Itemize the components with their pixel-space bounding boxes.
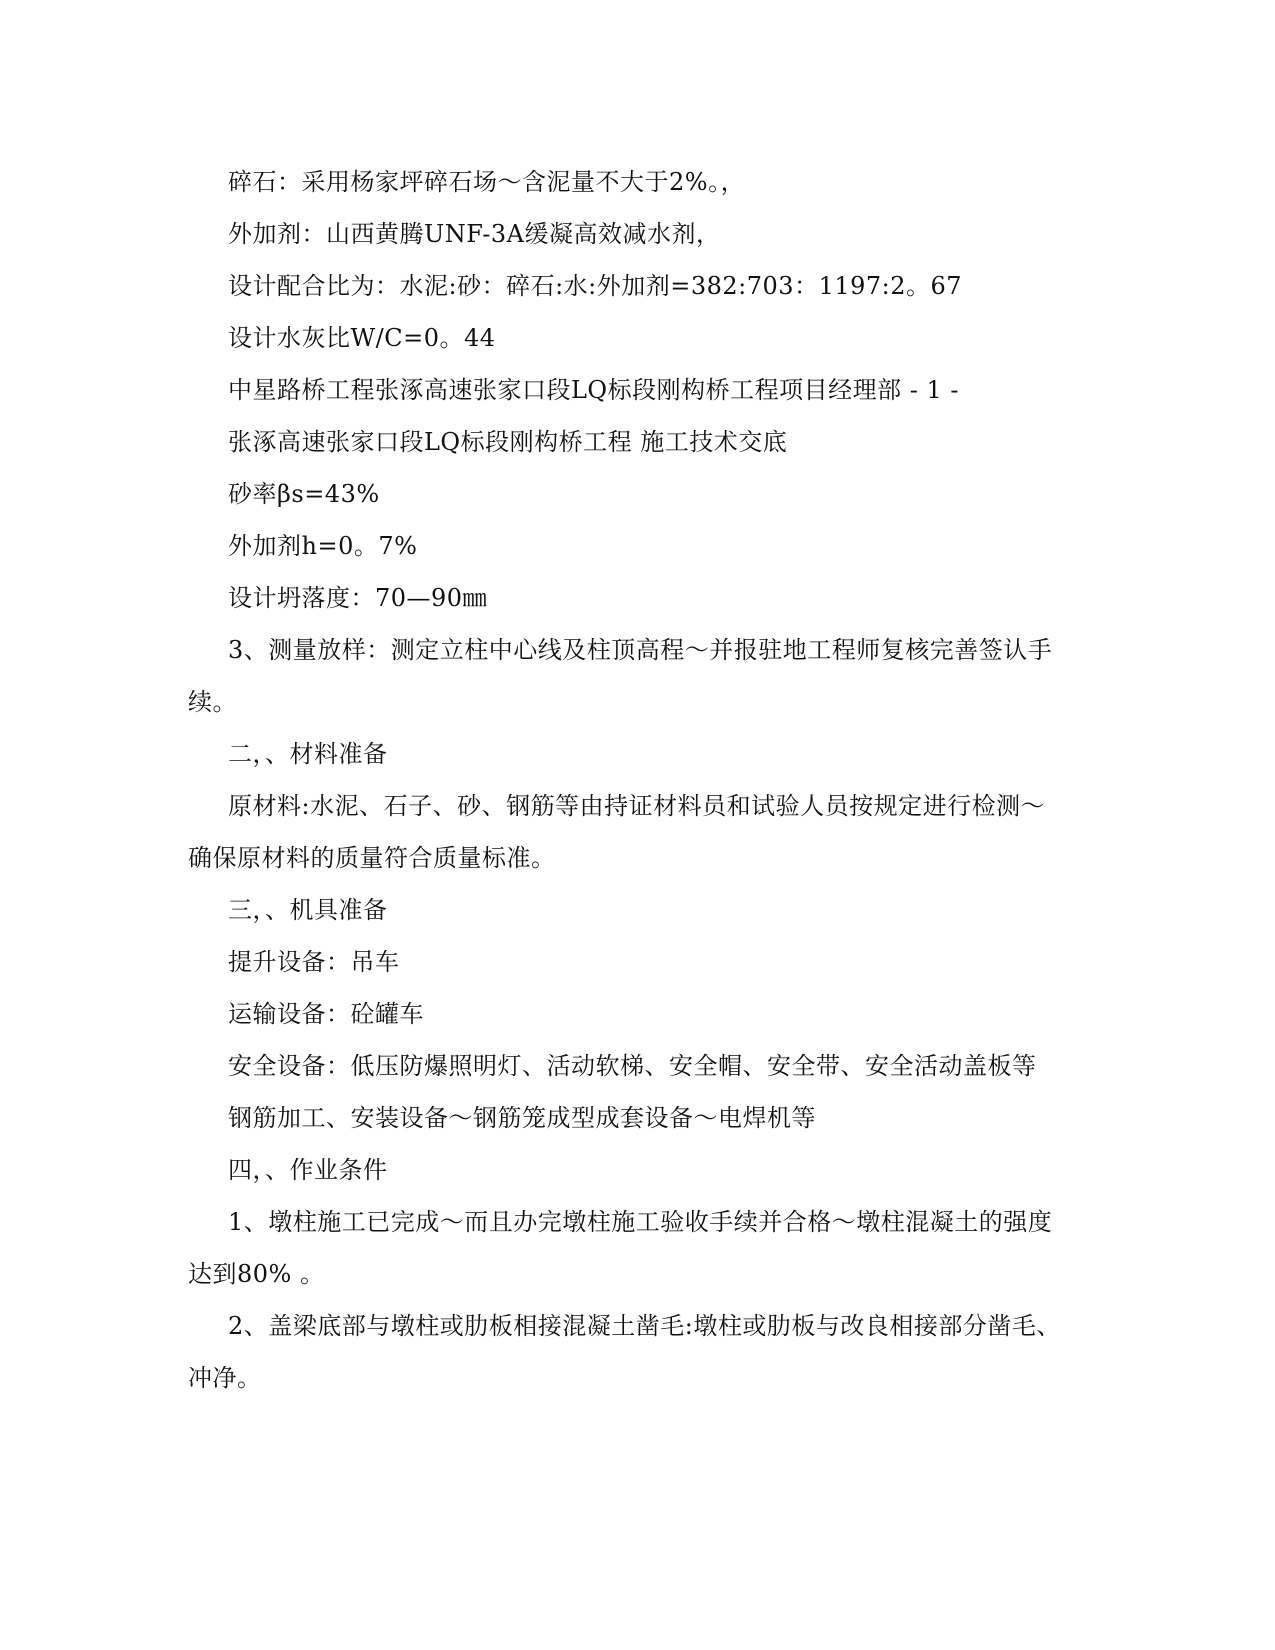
section-heading: 三，、机具准备 — [228, 896, 388, 924]
text-line: 设计水灰比W/C=0。44 — [228, 324, 496, 352]
text-line: 2、盖梁底部与墩柱或肋板相接混凝土凿毛:墩柱或肋板与改良相接部分凿毛、 — [228, 1312, 1061, 1340]
section-heading: 四，、作业条件 — [228, 1156, 388, 1184]
text-line: 1、墩柱施工已完成～而且办完墩柱施工验收手续并合格～墩柱混凝土的强度 — [228, 1208, 1053, 1236]
text-line: 续。 — [188, 688, 237, 716]
text-line: 提升设备：吊车 — [228, 948, 400, 976]
text-line: 达到80% 。 — [188, 1260, 325, 1288]
page-footer: 中星路桥工程张涿高速张家口段LQ标段刚构桥工程项目经理部 - 1 - — [228, 376, 959, 404]
section-heading: 二，、材料准备 — [228, 740, 388, 768]
text-line: 3、测量放样：测定立柱中心线及柱顶高程～并报驻地工程师复核完善签认手 — [228, 636, 1053, 664]
text-line: 钢筋加工、安装设备～钢筋笼成型成套设备～电焊机等 — [228, 1104, 816, 1132]
text-line: 确保原材料的质量符合质量标准。 — [188, 844, 556, 872]
text-line: 外加剂：山西黄腾UNF-3A缓凝高效减水剂， — [228, 220, 721, 248]
text-line: 外加剂h=0。7% — [228, 532, 418, 560]
text-line: 砂率βs=43% — [228, 480, 380, 508]
text-line: 碎石：采用杨家坪碎石场～含泥量不大于2%。， — [228, 168, 746, 196]
text-line: 冲净。 — [188, 1364, 262, 1392]
page-header: 张涿高速张家口段LQ标段刚构桥工程 施工技术交底 — [228, 428, 788, 456]
text-line: 原材料:水泥、石子、砂、钢筋等由持证材料员和试验人员按规定进行检测～ — [228, 792, 1046, 820]
text-line: 设计坍落度：70—90㎜ — [228, 584, 488, 612]
text-line: 设计配合比为：水泥:砂：碎石:水:外加剂=382:703：1197:2。67 — [228, 272, 963, 300]
text-line: 安全设备：低压防爆照明灯、活动软梯、安全帽、安全带、安全活动盖板等 — [228, 1052, 1037, 1080]
text-line: 运输设备：砼罐车 — [228, 1000, 424, 1028]
